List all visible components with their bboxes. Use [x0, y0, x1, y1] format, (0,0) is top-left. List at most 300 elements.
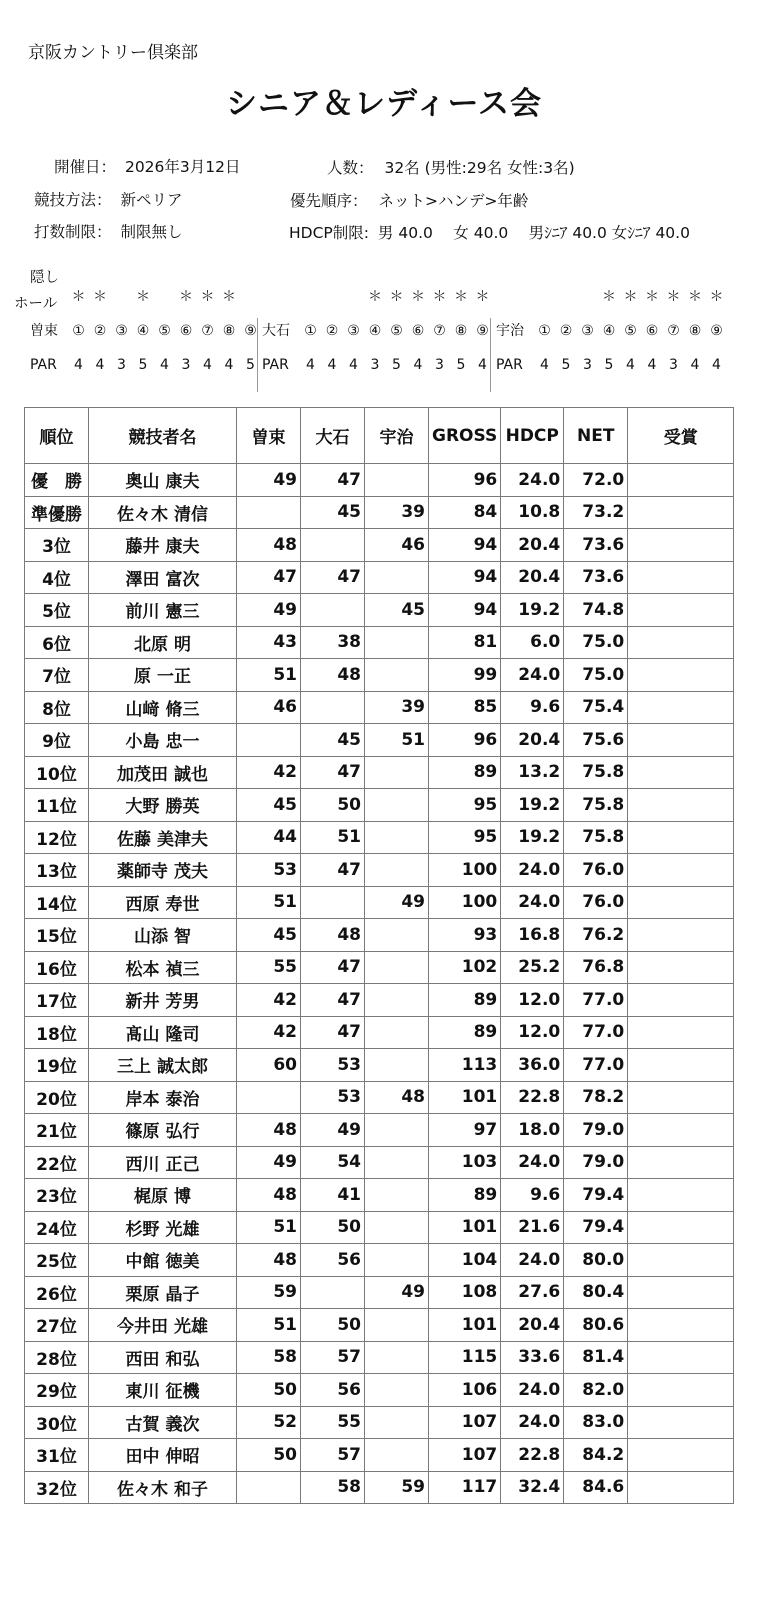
name-cell: 佐々木 和子 — [89, 1471, 237, 1504]
uji-score-cell — [365, 1439, 429, 1472]
name-cell: 岸本 泰治 — [89, 1081, 237, 1114]
hidden-hole-mark: ＊ — [645, 289, 659, 305]
oishi-score-cell: 58 — [301, 1471, 365, 1504]
uji-score-cell — [365, 626, 429, 659]
award-cell — [628, 1114, 734, 1147]
method-label: 競技方法： — [34, 191, 112, 209]
uji-score-cell — [365, 854, 429, 887]
par-value: 4 — [160, 357, 169, 373]
uji-score-cell — [365, 1341, 429, 1374]
table-row — [25, 1276, 734, 1309]
table-row — [25, 1471, 734, 1504]
par-value: 4 — [712, 357, 721, 373]
net-cell: 76.0 — [564, 886, 628, 919]
name-cell: 藤井 康夫 — [89, 529, 237, 562]
gross-cell: 99 — [429, 659, 501, 692]
oishi-score-cell: 56 — [301, 1244, 365, 1277]
table-row — [25, 464, 734, 497]
hidden-hole-mark: ＊ — [688, 289, 702, 305]
header-award: 受賞 — [628, 408, 734, 464]
rank-cell: 20位 — [25, 1081, 89, 1114]
hidden-hole-mark: ＊ — [454, 289, 468, 305]
sozuka-score-cell: 42 — [237, 756, 301, 789]
award-cell — [628, 1244, 734, 1277]
header-rank: 順位 — [25, 408, 89, 464]
award-cell — [628, 789, 734, 822]
course-label: 宇治 — [496, 323, 524, 339]
net-cell: 81.4 — [564, 1341, 628, 1374]
hidden-hole-mark: ＊ — [709, 289, 724, 305]
hdcp-cell: 36.0 — [501, 1049, 564, 1082]
limit-row — [34, 220, 182, 242]
rank-cell: 18位 — [25, 1016, 89, 1049]
table-row — [25, 561, 734, 594]
award-cell — [628, 626, 734, 659]
rank-cell: 19位 — [25, 1049, 89, 1082]
name-cell: 澤田 富次 — [89, 561, 237, 594]
event-title: シニア＆レディース会 — [226, 86, 542, 122]
gross-cell: 101 — [429, 1309, 501, 1342]
name-cell: 加茂田 誠也 — [89, 756, 237, 789]
uji-score-cell — [365, 464, 429, 497]
name-cell: 今井田 光雄 — [89, 1309, 237, 1342]
name-cell: 三上 誠太郎 — [89, 1049, 237, 1082]
uji-score-cell — [365, 1309, 429, 1342]
table-row — [25, 1309, 734, 1342]
rank-cell: 5位 — [25, 594, 89, 627]
oishi-score-cell: 54 — [301, 1146, 365, 1179]
rank-cell: 23位 — [25, 1179, 89, 1212]
rank-cell: 3位 — [25, 529, 89, 562]
sozuka-score-cell: 42 — [237, 1016, 301, 1049]
net-cell: 75.6 — [564, 724, 628, 757]
priority-value: ネット>ハンデ>年齢 — [378, 192, 529, 210]
hdcp-cell: 9.6 — [501, 1179, 564, 1212]
gross-cell: 104 — [429, 1244, 501, 1277]
header-gross: GROSS — [429, 408, 501, 464]
hdcp-limit-label: HDCP制限: — [289, 224, 369, 242]
oishi-score-cell: 41 — [301, 1179, 365, 1212]
header-net: NET — [564, 408, 628, 464]
rank-cell: 31位 — [25, 1439, 89, 1472]
name-cell: 原 一正 — [89, 659, 237, 692]
hdcp-cell: 24.0 — [501, 1244, 564, 1277]
gross-cell: 101 — [429, 1081, 501, 1114]
sozuka-score-cell: 55 — [237, 951, 301, 984]
name-cell: 西川 正己 — [89, 1146, 237, 1179]
net-cell: 78.2 — [564, 1081, 628, 1114]
course-divider — [490, 318, 491, 392]
award-cell — [628, 1374, 734, 1407]
uji-score-cell — [365, 561, 429, 594]
award-cell — [628, 1439, 734, 1472]
award-cell — [628, 1016, 734, 1049]
header-course-oishi: 大石 — [301, 408, 365, 464]
hole-number: ⑤ — [624, 323, 637, 339]
name-cell: 篠原 弘行 — [89, 1114, 237, 1147]
hdcp-cell: 32.4 — [501, 1471, 564, 1504]
award-cell — [628, 1179, 734, 1212]
hidden-hole-mark: ＊ — [389, 289, 404, 305]
date-value: 2026年3月12日 — [124, 158, 241, 176]
par-value: 4 — [540, 357, 549, 373]
results-table — [24, 407, 734, 1504]
par-value: 5 — [138, 357, 148, 373]
name-cell: 髙山 隆司 — [89, 1016, 237, 1049]
table-row — [25, 1439, 734, 1472]
oishi-score-cell: 48 — [301, 919, 365, 952]
sozuka-score-cell: 49 — [237, 464, 301, 497]
hole-number: ⑥ — [645, 323, 659, 339]
table-row — [25, 854, 734, 887]
sozuka-score-cell: 51 — [237, 886, 301, 919]
par-row — [0, 354, 768, 376]
hidden-hole-mark: ＊ — [623, 289, 638, 305]
club-name: 京阪カントリー倶楽部 — [28, 43, 198, 63]
par-value: 4 — [74, 357, 83, 373]
par-value: 3 — [583, 357, 592, 373]
rank-cell: 4位 — [25, 561, 89, 594]
award-cell — [628, 1081, 734, 1114]
rank-cell: 7位 — [25, 659, 89, 692]
hole-number: ⑧ — [222, 323, 236, 339]
hdcp-cell: 24.0 — [501, 1406, 564, 1439]
rank-cell: 30位 — [25, 1406, 89, 1439]
uji-score-cell: 39 — [365, 691, 429, 724]
uji-score-cell — [365, 756, 429, 789]
rank-cell: 9位 — [25, 724, 89, 757]
name-cell: 古賀 義次 — [89, 1406, 237, 1439]
date-row — [54, 155, 240, 177]
award-cell — [628, 951, 734, 984]
hidden-hole-mark: ＊ — [666, 289, 681, 305]
count-row — [327, 156, 575, 178]
sozuka-score-cell — [237, 1471, 301, 1504]
oishi-score-cell: 47 — [301, 951, 365, 984]
sozuka-score-cell: 42 — [237, 984, 301, 1017]
net-cell: 79.4 — [564, 1179, 628, 1212]
uji-score-cell: 59 — [365, 1471, 429, 1504]
net-cell: 84.2 — [564, 1439, 628, 1472]
par-label: PAR — [30, 357, 57, 373]
hdcp-cell: 12.0 — [501, 1016, 564, 1049]
uji-score-cell: 48 — [365, 1081, 429, 1114]
net-cell: 75.4 — [564, 691, 628, 724]
table-row — [25, 1114, 734, 1147]
net-cell: 75.8 — [564, 756, 628, 789]
net-cell: 75.8 — [564, 789, 628, 822]
count-label: 人数： — [327, 159, 374, 177]
name-cell: 山添 智 — [89, 919, 237, 952]
uji-score-cell — [365, 984, 429, 1017]
net-cell: 73.6 — [564, 529, 628, 562]
par-value: 4 — [327, 357, 337, 373]
hole-number: ① — [304, 323, 317, 339]
table-row — [25, 1179, 734, 1212]
sozuka-score-cell: 50 — [237, 1374, 301, 1407]
net-cell: 73.6 — [564, 561, 628, 594]
net-cell: 76.2 — [564, 919, 628, 952]
oishi-score-cell: 50 — [301, 1211, 365, 1244]
name-cell: 山﨑 脩三 — [89, 691, 237, 724]
sozuka-score-cell: 51 — [237, 1211, 301, 1244]
hole-number: ⑨ — [710, 323, 723, 339]
hdcp-cell: 24.0 — [501, 659, 564, 692]
gross-cell: 102 — [429, 951, 501, 984]
gross-cell: 89 — [429, 1016, 501, 1049]
name-cell: 東川 征機 — [89, 1374, 237, 1407]
hdcp-cell: 10.8 — [501, 496, 564, 529]
net-cell: 75.0 — [564, 659, 628, 692]
award-cell — [628, 1276, 734, 1309]
table-row — [25, 1374, 734, 1407]
oishi-score-cell: 47 — [301, 854, 365, 887]
rank-cell: 29位 — [25, 1374, 89, 1407]
sozuka-score-cell — [237, 724, 301, 757]
hole-number: ③ — [115, 323, 128, 339]
hidden-hole-mark: ＊ — [411, 289, 425, 305]
sozuka-score-cell: 44 — [237, 821, 301, 854]
gross-cell: 103 — [429, 1146, 501, 1179]
net-cell: 80.6 — [564, 1309, 628, 1342]
rank-cell: 12位 — [25, 821, 89, 854]
net-cell: 77.0 — [564, 1049, 628, 1082]
uji-score-cell — [365, 1016, 429, 1049]
hdcp-cell: 16.8 — [501, 919, 564, 952]
sozuka-score-cell — [237, 1081, 301, 1114]
net-cell: 73.2 — [564, 496, 628, 529]
hidden-hole-mark: ＊ — [475, 289, 490, 305]
rank-cell: 15位 — [25, 919, 89, 952]
par-value: 3 — [181, 357, 191, 373]
limit-label: 打数制限： — [34, 223, 112, 241]
award-cell — [628, 821, 734, 854]
rank-cell: 8位 — [25, 691, 89, 724]
sozuka-score-cell: 49 — [237, 1146, 301, 1179]
hole-number: ⑧ — [688, 323, 702, 339]
table-header-row — [25, 408, 734, 464]
award-cell — [628, 1146, 734, 1179]
award-cell — [628, 1211, 734, 1244]
par-value: 4 — [306, 357, 315, 373]
uji-score-cell — [365, 1049, 429, 1082]
hole-number: ⑨ — [244, 323, 257, 339]
hdcp-cell: 24.0 — [501, 886, 564, 919]
hole-number: ⑥ — [411, 323, 425, 339]
hdcp-limit-value: 男 40.0 女 40.0 男ｼﾆｱ 40.0 女ｼﾆｱ 40.0 — [377, 224, 690, 242]
sozuka-score-cell: 59 — [237, 1276, 301, 1309]
rank-cell: 26位 — [25, 1276, 89, 1309]
sozuka-score-cell: 46 — [237, 691, 301, 724]
table-row — [25, 1049, 734, 1082]
table-row — [25, 789, 734, 822]
award-cell — [628, 561, 734, 594]
award-cell — [628, 659, 734, 692]
table-row — [25, 659, 734, 692]
hole-number: ② — [93, 323, 107, 339]
name-cell: 小島 忠一 — [89, 724, 237, 757]
gross-cell: 89 — [429, 1179, 501, 1212]
gross-cell: 106 — [429, 1374, 501, 1407]
sozuka-score-cell: 48 — [237, 1244, 301, 1277]
sozuka-score-cell: 53 — [237, 854, 301, 887]
oishi-score-cell: 53 — [301, 1049, 365, 1082]
oishi-score-cell: 45 — [301, 724, 365, 757]
sozuka-score-cell: 45 — [237, 789, 301, 822]
oishi-score-cell: 56 — [301, 1374, 365, 1407]
table-row — [25, 529, 734, 562]
hdcp-cell: 24.0 — [501, 854, 564, 887]
par-value: 5 — [246, 357, 255, 373]
net-cell: 80.0 — [564, 1244, 628, 1277]
sozuka-score-cell — [237, 496, 301, 529]
net-cell: 79.0 — [564, 1114, 628, 1147]
gross-cell: 115 — [429, 1341, 501, 1374]
hole-number-row — [0, 320, 768, 342]
header-hdcp: HDCP — [501, 408, 564, 464]
gross-cell: 113 — [429, 1049, 501, 1082]
rank-cell: 優 勝 — [25, 464, 89, 497]
rank-cell: 25位 — [25, 1244, 89, 1277]
award-cell — [628, 724, 734, 757]
name-cell: 西原 寿世 — [89, 886, 237, 919]
uji-score-cell — [365, 789, 429, 822]
sozuka-score-cell: 48 — [237, 1114, 301, 1147]
par-value: 5 — [392, 357, 401, 373]
award-cell — [628, 919, 734, 952]
par-label: PAR — [262, 357, 289, 373]
hidden-hole-mark: ＊ — [200, 289, 215, 305]
rank-cell: 24位 — [25, 1211, 89, 1244]
rank-cell: 11位 — [25, 789, 89, 822]
par-value: 4 — [95, 357, 105, 373]
par-label: PAR — [496, 357, 523, 373]
oishi-score-cell: 47 — [301, 561, 365, 594]
oishi-score-cell: 48 — [301, 659, 365, 692]
rank-cell: 13位 — [25, 854, 89, 887]
header-name: 競技者名 — [89, 408, 237, 464]
rank-cell: 14位 — [25, 886, 89, 919]
rank-cell: 32位 — [25, 1471, 89, 1504]
hdcp-cell: 24.0 — [501, 1146, 564, 1179]
sozuka-score-cell: 43 — [237, 626, 301, 659]
hdcp-limit-row — [289, 221, 690, 243]
net-cell: 75.0 — [564, 626, 628, 659]
gross-cell: 100 — [429, 854, 501, 887]
hole-number: ② — [325, 323, 339, 339]
uji-score-cell: 51 — [365, 724, 429, 757]
gross-cell: 96 — [429, 724, 501, 757]
oishi-score-cell — [301, 1276, 365, 1309]
gross-cell: 81 — [429, 626, 501, 659]
award-cell — [628, 594, 734, 627]
net-cell: 83.0 — [564, 1406, 628, 1439]
hdcp-cell: 18.0 — [501, 1114, 564, 1147]
name-cell: 佐藤 美津夫 — [89, 821, 237, 854]
net-cell: 82.0 — [564, 1374, 628, 1407]
gross-cell: 85 — [429, 691, 501, 724]
hdcp-cell: 13.2 — [501, 756, 564, 789]
name-cell: 田中 伸昭 — [89, 1439, 237, 1472]
gross-cell: 101 — [429, 1211, 501, 1244]
par-value: 3 — [435, 357, 444, 373]
gross-cell: 117 — [429, 1471, 501, 1504]
table-row — [25, 496, 734, 529]
par-value: 4 — [690, 357, 700, 373]
hdcp-cell: 6.0 — [501, 626, 564, 659]
rank-cell: 準優勝 — [25, 496, 89, 529]
hdcp-cell: 22.8 — [501, 1081, 564, 1114]
gross-cell: 107 — [429, 1406, 501, 1439]
uji-score-cell — [365, 1211, 429, 1244]
header-course-sozuka: 曽束 — [237, 408, 301, 464]
gross-cell: 94 — [429, 594, 501, 627]
name-cell: 大野 勝英 — [89, 789, 237, 822]
hidden-hole-mark: ＊ — [179, 289, 193, 305]
hole-number: ① — [72, 323, 85, 339]
net-cell: 72.0 — [564, 464, 628, 497]
rank-cell: 10位 — [25, 756, 89, 789]
hole-number: ⑤ — [390, 323, 403, 339]
oishi-score-cell — [301, 691, 365, 724]
par-value: 4 — [647, 357, 657, 373]
award-cell — [628, 1471, 734, 1504]
course-label: 大石 — [262, 323, 290, 339]
rank-cell: 28位 — [25, 1341, 89, 1374]
hole-number: ⑨ — [476, 323, 489, 339]
rank-cell: 21位 — [25, 1114, 89, 1147]
award-cell — [628, 1049, 734, 1082]
hdcp-cell: 20.4 — [501, 561, 564, 594]
rank-cell: 6位 — [25, 626, 89, 659]
award-cell — [628, 1406, 734, 1439]
gross-cell: 89 — [429, 984, 501, 1017]
hole-number: ④ — [368, 323, 382, 339]
hidden-hole-marks — [0, 288, 768, 310]
sozuka-score-cell: 51 — [237, 1309, 301, 1342]
gross-cell: 94 — [429, 561, 501, 594]
hole-number: ④ — [602, 323, 616, 339]
table-row — [25, 1016, 734, 1049]
hole-number: ⑦ — [433, 323, 446, 339]
hdcp-cell: 24.0 — [501, 464, 564, 497]
par-value: 4 — [626, 357, 635, 373]
hdcp-cell: 9.6 — [501, 691, 564, 724]
rank-cell: 22位 — [25, 1146, 89, 1179]
table-row — [25, 886, 734, 919]
gross-cell: 95 — [429, 821, 501, 854]
oishi-score-cell: 53 — [301, 1081, 365, 1114]
oishi-score-cell: 47 — [301, 1016, 365, 1049]
table-row — [25, 984, 734, 1017]
par-value: 3 — [117, 357, 126, 373]
hdcp-cell: 24.0 — [501, 1374, 564, 1407]
table-row — [25, 1406, 734, 1439]
gross-cell: 93 — [429, 919, 501, 952]
par-value: 5 — [456, 357, 466, 373]
uji-score-cell — [365, 919, 429, 952]
table-row — [25, 724, 734, 757]
gross-cell: 97 — [429, 1114, 501, 1147]
table-row — [25, 1244, 734, 1277]
name-cell: 新井 芳男 — [89, 984, 237, 1017]
hidden-hole-mark: ＊ — [71, 289, 86, 305]
oishi-score-cell: 57 — [301, 1439, 365, 1472]
uji-score-cell — [365, 1146, 429, 1179]
net-cell: 84.6 — [564, 1471, 628, 1504]
limit-value: 制限無し — [120, 223, 183, 241]
rank-cell: 16位 — [25, 951, 89, 984]
